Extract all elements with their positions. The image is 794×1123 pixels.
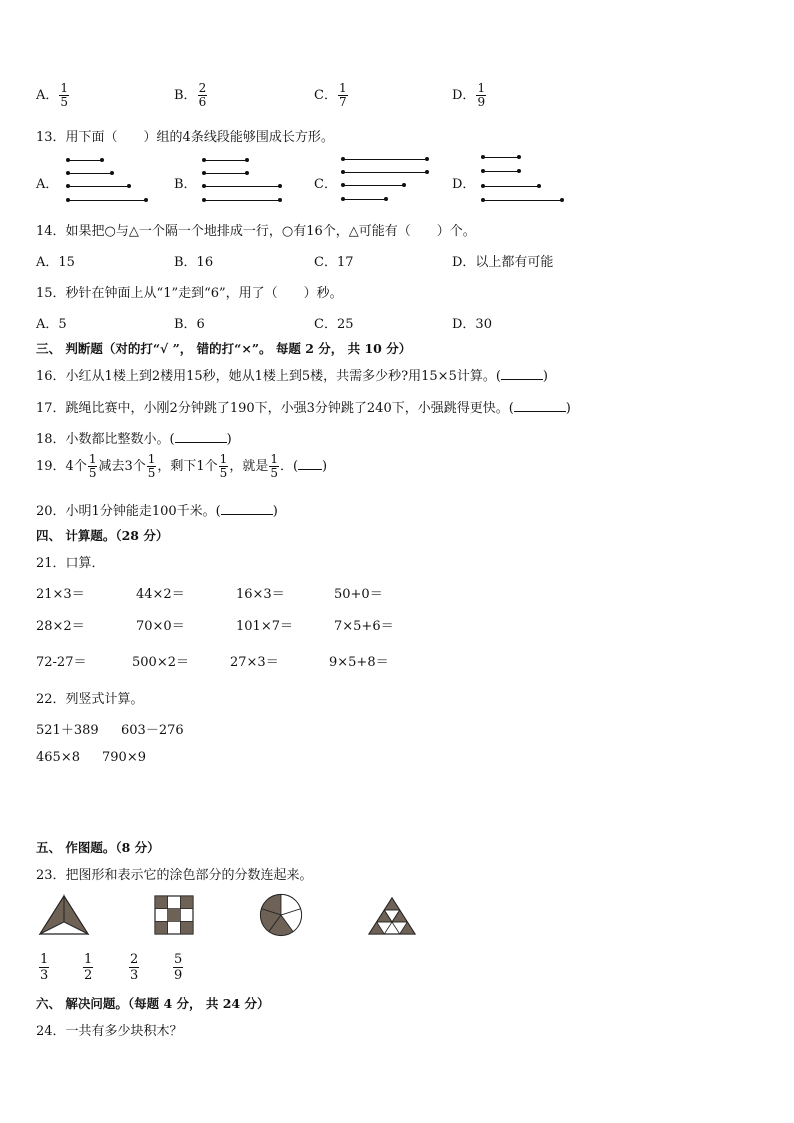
question-21: 21．口算． [36,556,105,571]
question-14: 14．如果把○与△一个隔一个地排成一行，○有16个，△可能有（ ）个。 [36,224,476,239]
fraction: $\frac{1}{7}$ [338,81,347,109]
answer-blank[interactable] [514,400,566,412]
question-23: 23．把图形和表示它的涂色部分的分数连起来。 [36,868,313,883]
vertical-item: 790×9 [102,750,146,765]
q13-option-d-label[interactable]: D． [452,177,476,192]
section-5-heading: 五、 作图题。（8 分） [36,840,160,855]
q14-option-a[interactable]: A．15 [36,255,75,270]
oral-item: 7×5+6＝ [334,619,394,634]
q15-option-b[interactable]: B．6 [174,317,205,332]
oral-item: 9×5+8＝ [329,655,389,670]
q13-option-a-label[interactable]: A． [36,177,59,192]
q14-option-d[interactable]: D．以上都有可能 [452,255,554,270]
oral-item: 27×3＝ [230,655,279,670]
fraction: $\frac{2}{6}$ [198,81,207,109]
fraction: $\frac{1}{5}$ [60,81,69,109]
question-20: 20．小明1分钟能走100千米。( ) [36,504,278,519]
q15-option-a[interactable]: A．5 [36,317,67,332]
question-13: 13．用下面（ ）组的4条线段能够围成长方形。 [36,130,334,145]
oral-item: 28×2＝ [36,619,85,634]
fraction: $\frac{1}{9}$ [477,81,486,109]
q23-fraction-2[interactable]: $\frac{1}{2}$ [84,952,93,983]
q14-option-c[interactable]: C．17 [314,255,354,270]
question-15: 15．秒针在钟面上从“1”走到“6”，用了（ ）秒。 [36,286,343,301]
q12-option-c[interactable]: C． $\frac{1}{7}$ [314,81,347,109]
triangle-grid-shape[interactable] [367,896,417,936]
oral-item: 101×7＝ [236,619,293,634]
vertical-item: 521＋389 [36,723,99,738]
section-3-heading: 三、 判断题（对的打“√ ”， 错的打“×”。 每题 2 分， 共 10 分） [36,341,412,356]
oral-item: 50+0＝ [334,587,383,602]
vertical-item: 465×8 [36,750,80,765]
q13-option-b-label[interactable]: B． [174,177,197,192]
answer-blank[interactable] [501,368,543,380]
q12-option-b[interactable]: B． $\frac{2}{6}$ [174,81,207,109]
oral-item: 44×2＝ [136,587,185,602]
oral-item: 16×3＝ [236,587,285,602]
fraction: $\frac{1}{5}$ [88,452,97,480]
q12-option-d[interactable]: D． $\frac{1}{9}$ [452,81,486,109]
q23-fraction-1[interactable]: $\frac{1}{3}$ [40,952,49,983]
q14-option-b[interactable]: B．16 [174,255,214,270]
question-24: 24．一共有多少块积木？ [36,1024,183,1039]
fraction: $\frac{1}{5}$ [219,452,228,480]
q12-option-a[interactable]: A． $\frac{1}{5}$ [36,81,69,109]
q13-option-c-label[interactable]: C． [314,177,337,192]
q15-option-d[interactable]: D．30 [452,317,492,332]
shaded-triangle-shape[interactable] [38,894,90,936]
oral-item: 500×2＝ [132,655,189,670]
q23-fraction-4[interactable]: $\frac{5}{9}$ [174,952,183,983]
section-6-heading: 六、 解决问题。（每题 4 分， 共 24 分） [36,996,270,1011]
answer-blank[interactable] [221,503,273,515]
question-17: 17．跳绳比赛中，小刚2分钟跳了190下，小强3分钟跳了240下，小强跳得更快。( ) [36,401,571,416]
answer-blank[interactable] [298,458,322,470]
q15-option-c[interactable]: C．25 [314,317,354,332]
checkered-square-shape[interactable] [154,895,194,935]
fraction: $\frac{1}{5}$ [270,452,278,480]
answer-blank[interactable] [175,431,227,443]
question-19: 19．4个 $\frac{1}{5}$ 减去3个 $\frac{1}{5}$ ，剩下1个 $\frac{1}{5}$ ，就是 $\frac{1}{5}$ ．( ) [36,452,328,480]
oral-item: 70×0＝ [136,619,185,634]
question-18: 18．小数都比整数小。( ) [36,432,232,447]
section-4-heading: 四、 计算题。（28 分） [36,528,169,543]
shaded-circle-shape[interactable] [258,893,304,937]
question-16: 16．小红从1楼上到2楼用15秒，她从1楼上到5楼，共需多少秒?用15×5计算。( ) [36,369,548,384]
oral-item: 72-27＝ [36,655,87,670]
vertical-item: 603－276 [121,723,184,738]
oral-item: 21×3＝ [36,587,85,602]
question-22: 22．列竖式计算。 [36,692,144,707]
q23-fraction-3[interactable]: $\frac{2}{3}$ [130,952,139,983]
fraction: $\frac{1}{5}$ [147,452,156,480]
